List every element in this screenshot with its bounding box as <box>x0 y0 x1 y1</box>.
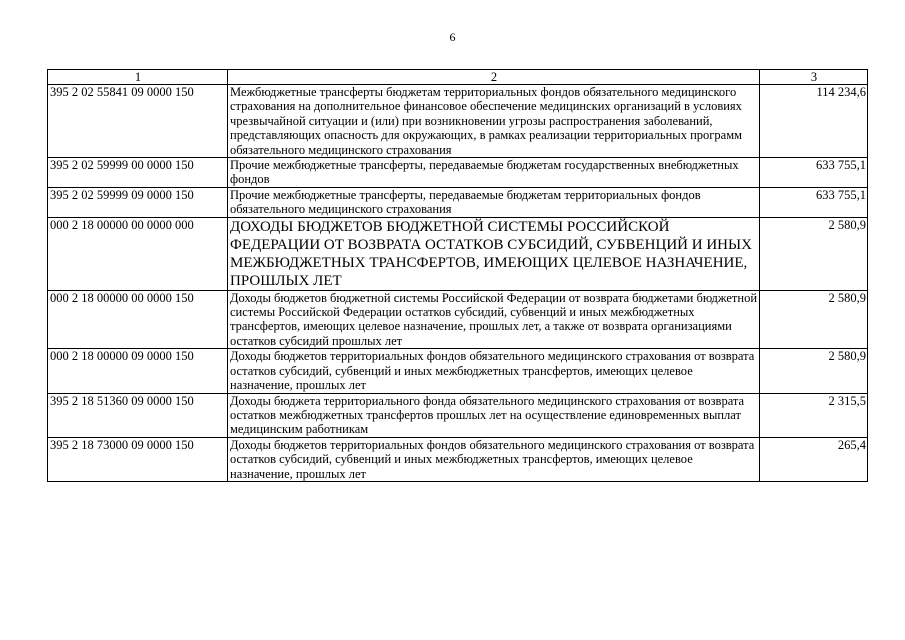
table-row <box>48 217 868 290</box>
column-header-1: 1 <box>48 70 228 85</box>
revenue-name: Прочие межбюджетные трансферты, передаваемые бюджетам государственных внебюджетных фондов <box>228 158 760 188</box>
table-row <box>48 349 868 393</box>
revenue-amount: 633 755,1 <box>760 187 868 217</box>
column-header-2: 2 <box>228 70 760 85</box>
page-number: 6 <box>449 30 456 44</box>
classification-code: 395 2 18 51360 09 0000 150 <box>48 393 228 437</box>
table-row <box>48 290 868 349</box>
revenue-name: Прочие межбюджетные трансферты, передаваемые бюджетам территориальных фондов обязательного медицинского страхования <box>228 187 760 217</box>
revenue-amount: 633 755,1 <box>760 158 868 188</box>
revenue-amount: 265,4 <box>760 437 868 481</box>
revenue-name: ДОХОДЫ БЮДЖЕТОВ БЮДЖЕТНОЙ СИСТЕМЫ РОССИЙСКОЙ ФЕДЕРАЦИИ ОТ ВОЗВРАТА ОСТАТКОВ СУБСИДИЙ, СУБВЕНЦИЙ И ИНЫХ МЕЖБЮДЖЕТНЫХ ТРАНСФЕРТОВ, ИМЕЮЩИХ ЦЕЛЕВОЕ НАЗНАЧЕНИЕ, ПРОШЛЫХ ЛЕТ <box>228 217 760 290</box>
revenue-amount: 114 234,6 <box>760 85 868 158</box>
table-row <box>48 85 868 158</box>
revenue-name: Доходы бюджетов территориальных фондов обязательного медицинского страхования от возврата остатков субсидий, субвенций и иных межбюджетных трансфертов, имеющих целевое назначение, прошлых лет <box>228 349 760 393</box>
table-row <box>48 437 868 481</box>
revenue-amount: 2 580,9 <box>760 349 868 393</box>
table-row <box>48 393 868 437</box>
classification-code: 395 2 18 73000 09 0000 150 <box>48 437 228 481</box>
budget-revenue-table <box>47 69 868 482</box>
classification-code: 395 2 02 55841 09 0000 150 <box>48 85 228 158</box>
table-row <box>48 158 868 188</box>
revenue-name: Доходы бюджетов территориальных фондов обязательного медицинского страхования от возврата остатков субсидий, субвенций и иных межбюджетных трансфертов, имеющих целевое назначение, прошлых лет <box>228 437 760 481</box>
column-header-3: 3 <box>760 70 868 85</box>
revenue-name: Доходы бюджета территориального фонда обязательного медицинского страхования от возврата остатков межбюджетных трансфертов прошлых лет на осуществление единовременных выплат медицинским работникам <box>228 393 760 437</box>
revenue-name: Межбюджетные трансферты бюджетам территориальных фондов обязательного медицинского страхования на дополнительное финансовое обеспечение медицинских организаций в условиях чрезвычайной ситуации и (или) при возникновении угрозы распространения заболеваний, представляющих опасность для окружающих, в рамках реализации территориальных программ обязательного медицинского страхования <box>228 85 760 158</box>
table-row <box>48 187 868 217</box>
revenue-name: Доходы бюджетов бюджетной системы Российской Федерации от возврата бюджетами бюджетной системы Российской Федерации остатков субсидий, субвенций и иных межбюджетных трансфертов, имеющих целевое назначение, прошлых лет, а также от возврата организациями остатков субсидий прошлых лет <box>228 290 760 349</box>
revenue-amount: 2 580,9 <box>760 290 868 349</box>
classification-code: 000 2 18 00000 00 0000 000 <box>48 217 228 290</box>
revenue-amount: 2 580,9 <box>760 217 868 290</box>
classification-code: 395 2 02 59999 00 0000 150 <box>48 158 228 188</box>
classification-code: 000 2 18 00000 09 0000 150 <box>48 349 228 393</box>
table-header-row <box>48 70 868 85</box>
classification-code: 000 2 18 00000 00 0000 150 <box>48 290 228 349</box>
classification-code: 395 2 02 59999 09 0000 150 <box>48 187 228 217</box>
revenue-amount: 2 315,5 <box>760 393 868 437</box>
